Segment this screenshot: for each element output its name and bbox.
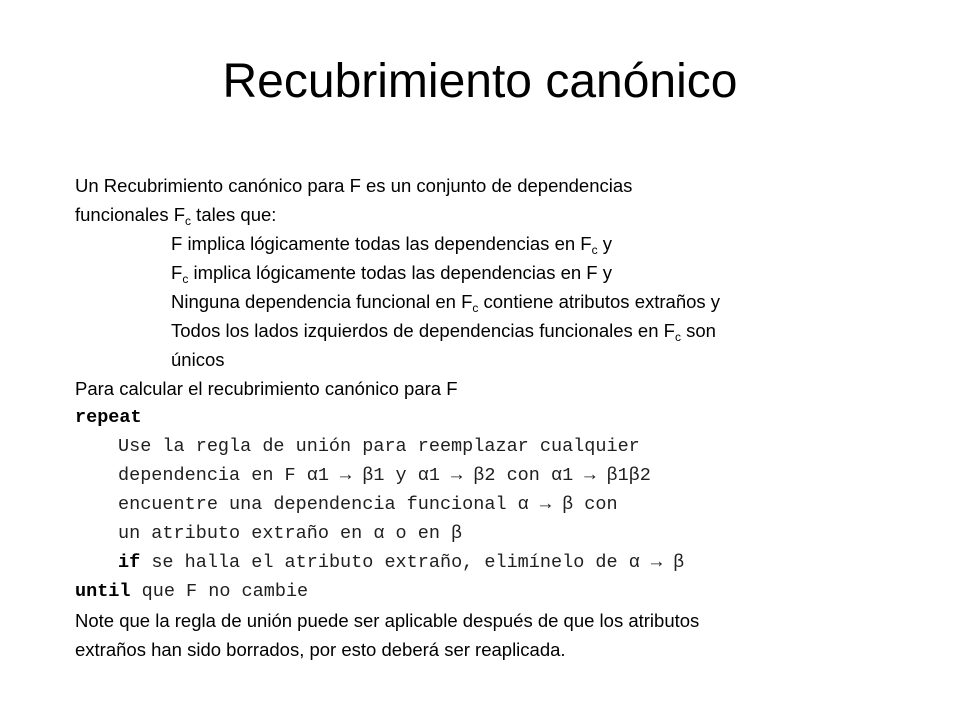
condition-1 xyxy=(75,229,915,258)
algorithm-line-5 xyxy=(75,548,915,577)
condition-2 xyxy=(75,258,915,287)
algorithm-line-3: encuentre una dependencia funcional α → β con xyxy=(118,494,618,515)
condition-text: F xyxy=(171,262,183,283)
condition-tail: contiene atributos extraños y xyxy=(478,291,721,312)
subscript-c: c xyxy=(185,214,192,228)
algorithm-line-2: dependencia en F α1 → β1 y α1 → β2 con α1 → β1β2 xyxy=(118,465,651,486)
algorithm-line-4: un atributo extraño en α o en β xyxy=(118,523,463,544)
note-line-2: extraños han sido borrados, por esto deberá ser reaplicada. xyxy=(75,639,566,660)
if-clause: se halla el atributo extraño, elimínelo de α → β xyxy=(140,552,685,573)
until-keyword: until xyxy=(75,581,131,602)
condition-text: Todos los lados izquierdos de dependencias funcionales en F xyxy=(171,320,675,341)
condition-tail: son xyxy=(680,320,716,341)
algorithm-line-1: Use la regla de unión para reemplazar cualquier xyxy=(118,436,640,457)
condition-tail: implica lógicamente todas las dependencias en F y xyxy=(188,262,612,283)
repeat-keyword: repeat xyxy=(75,407,142,428)
condition-text: Ninguna dependencia funcional en F xyxy=(171,291,473,312)
note-line-1: Note que la regla de unión puede ser aplicable después de que los atributos xyxy=(75,610,700,631)
intro-line-2-text: funcionales F xyxy=(75,204,186,225)
intro-line-2-tail: tales que: xyxy=(191,204,277,225)
subscript-c: c xyxy=(591,243,598,257)
slide-title: Recubrimiento canónico xyxy=(222,55,738,108)
if-keyword: if xyxy=(118,552,141,573)
subscript-c: c xyxy=(182,272,189,286)
subscript-c: c xyxy=(472,301,479,315)
condition-text: F implica lógicamente todas las dependencias en F xyxy=(171,233,592,254)
condition-3 xyxy=(75,287,915,316)
condition-4-continued xyxy=(75,345,915,374)
subscript-c: c xyxy=(674,330,681,344)
condition-text: únicos xyxy=(171,349,225,370)
condition-tail: y xyxy=(597,233,612,254)
until-clause: que F no cambie xyxy=(130,581,309,602)
condition-4 xyxy=(75,316,915,345)
intro-line-2 xyxy=(75,200,915,229)
slide-body xyxy=(75,171,915,664)
intro-line-1: Un Recubrimiento canónico para F es un conjunto de dependencias xyxy=(75,175,633,196)
until-line xyxy=(75,577,915,606)
compute-intro: Para calcular el recubrimiento canónico para F xyxy=(75,378,458,399)
